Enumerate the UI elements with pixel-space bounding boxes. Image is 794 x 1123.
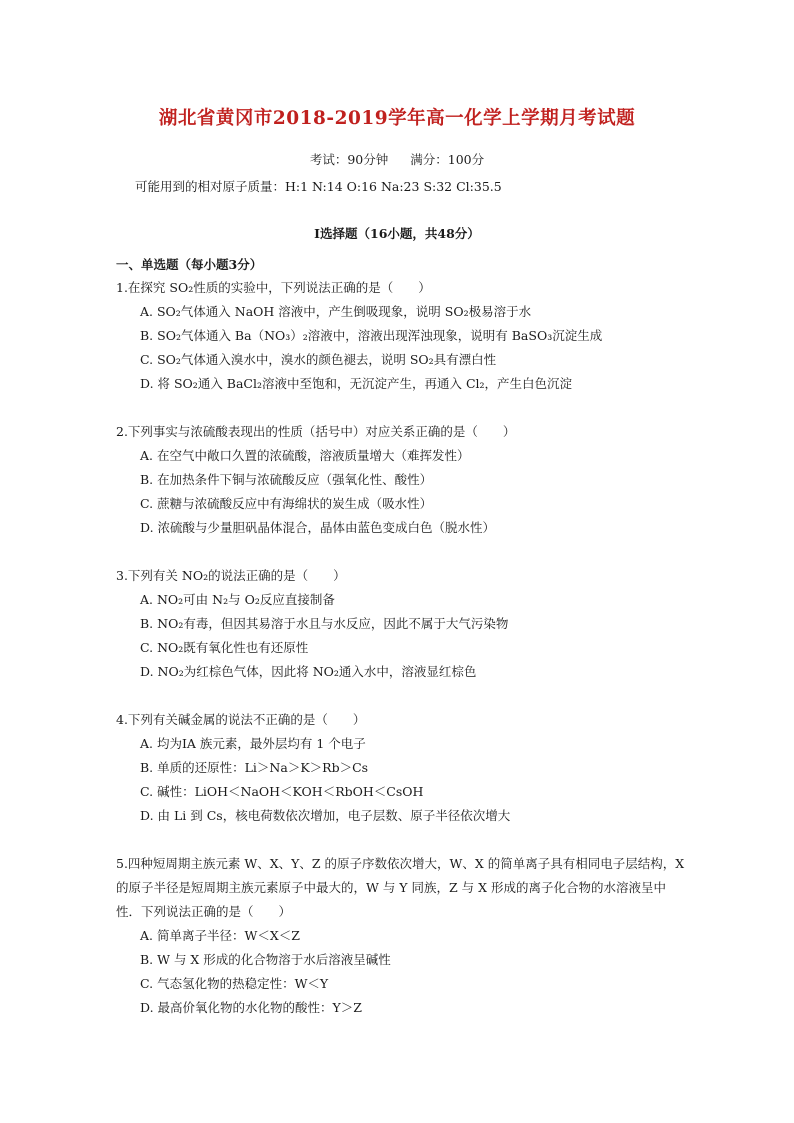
question-stem: 2.下列事实与浓硫酸表现出的性质（括号中）对应关系正确的是（ ） bbox=[116, 424, 516, 439]
option-b: B. 在加热条件下铜与浓硫酸反应（强氧化性、酸性） bbox=[140, 472, 433, 487]
option-c: C. NO₂既有氧化性也有还原性 bbox=[140, 640, 309, 655]
option-c: C. 碱性：LiOH＜NaOH＜KOH＜RbOH＜CsOH bbox=[140, 784, 424, 799]
option-b: B. W 与 X 形成的化合物溶于水后溶液呈碱性 bbox=[140, 952, 391, 967]
document-title: 湖北省黄冈市2018-2019学年高一化学上学期月考试题 bbox=[158, 108, 636, 129]
option-a: A. 在空气中敞口久置的浓硫酸，溶液质量增大（难挥发性） bbox=[140, 448, 470, 463]
option-a: A. 简单离子半径：W＜X＜Z bbox=[140, 928, 300, 943]
subsection-title: 一、单选题（每小题3分） bbox=[116, 257, 263, 272]
question-4 bbox=[116, 708, 686, 828]
exam-info bbox=[0, 150, 794, 168]
exam-time: 考试：90分钟 bbox=[309, 152, 389, 167]
option-b: B. SO₂气体通入 Ba（NO₃）₂溶液中，溶液出现浑浊现象，说明有 BaSO₃沉淀生成 bbox=[140, 328, 603, 343]
question-stem: 5.四种短周期主族元素 W、X、Y、Z 的原子序数依次增大，W、X 的简单离子具有相同电子层结构，X 的原子半径是短周期主族元素原子中最大的，W 与 Y 同族，Z 与 X 形成的离子化合物的水溶液呈中性．下列说法正确的是（ ） bbox=[116, 856, 685, 919]
question-1 bbox=[116, 276, 686, 396]
option-d: D. 将 SO₂通入 BaCl₂溶液中至饱和，无沉淀产生，再通入 Cl₂，产生白色沉淀 bbox=[140, 376, 573, 391]
option-d: D. 由 Li 到 Cs，核电荷数依次增加，电子层数、原子半径依次增大 bbox=[140, 808, 511, 823]
option-b: B. 单质的还原性：Li＞Na＞K＞Rb＞Cs bbox=[140, 760, 369, 775]
atomic-masses: 可能用到的相对原子质量：H:1 N:14 O:16 Na:23 S:32 Cl:35.5 bbox=[135, 179, 502, 194]
question-2 bbox=[116, 420, 686, 540]
question-stem: 4.下列有关碱金属的说法不正确的是（ ） bbox=[116, 712, 366, 727]
question-5 bbox=[116, 852, 686, 1020]
option-a: A. SO₂气体通入 NaOH 溶液中，产生倒吸现象，说明 SO₂极易溶于水 bbox=[140, 304, 532, 319]
option-b: B. NO₂有毒，但因其易溶于水且与水反应，因此不属于大气污染物 bbox=[140, 616, 509, 631]
question-stem: 1.在探究 SO₂性质的实验中，下列说法正确的是（ ） bbox=[116, 280, 431, 295]
question-stem: 3.下列有关 NO₂的说法正确的是（ ） bbox=[116, 568, 346, 583]
option-d: D. 浓硫酸与少量胆矾晶体混合，晶体由蓝色变成白色（脱水性） bbox=[140, 520, 496, 535]
option-d: D. NO₂为红棕色气体，因此将 NO₂通入水中，溶液显红棕色 bbox=[140, 664, 477, 679]
option-c: C. 气态氢化物的热稳定性：W＜Y bbox=[140, 976, 329, 991]
question-3 bbox=[116, 564, 686, 684]
section-title: Ⅰ选择题（16小题，共48分） bbox=[314, 226, 480, 241]
option-a: A. NO₂可由 N₂与 O₂反应直接制备 bbox=[140, 592, 335, 607]
option-a: A. 均为ⅠA 族元素，最外层均有 1 个电子 bbox=[140, 736, 366, 751]
option-c: C. 蔗糖与浓硫酸反应中有海绵状的炭生成（吸水性） bbox=[140, 496, 433, 511]
full-score: 满分：100分 bbox=[410, 152, 485, 167]
option-d: D. 最高价氧化物的水化物的酸性：Y＞Z bbox=[140, 1000, 362, 1015]
option-c: C. SO₂气体通入溴水中，溴水的颜色褪去，说明 SO₂具有漂白性 bbox=[140, 352, 497, 367]
